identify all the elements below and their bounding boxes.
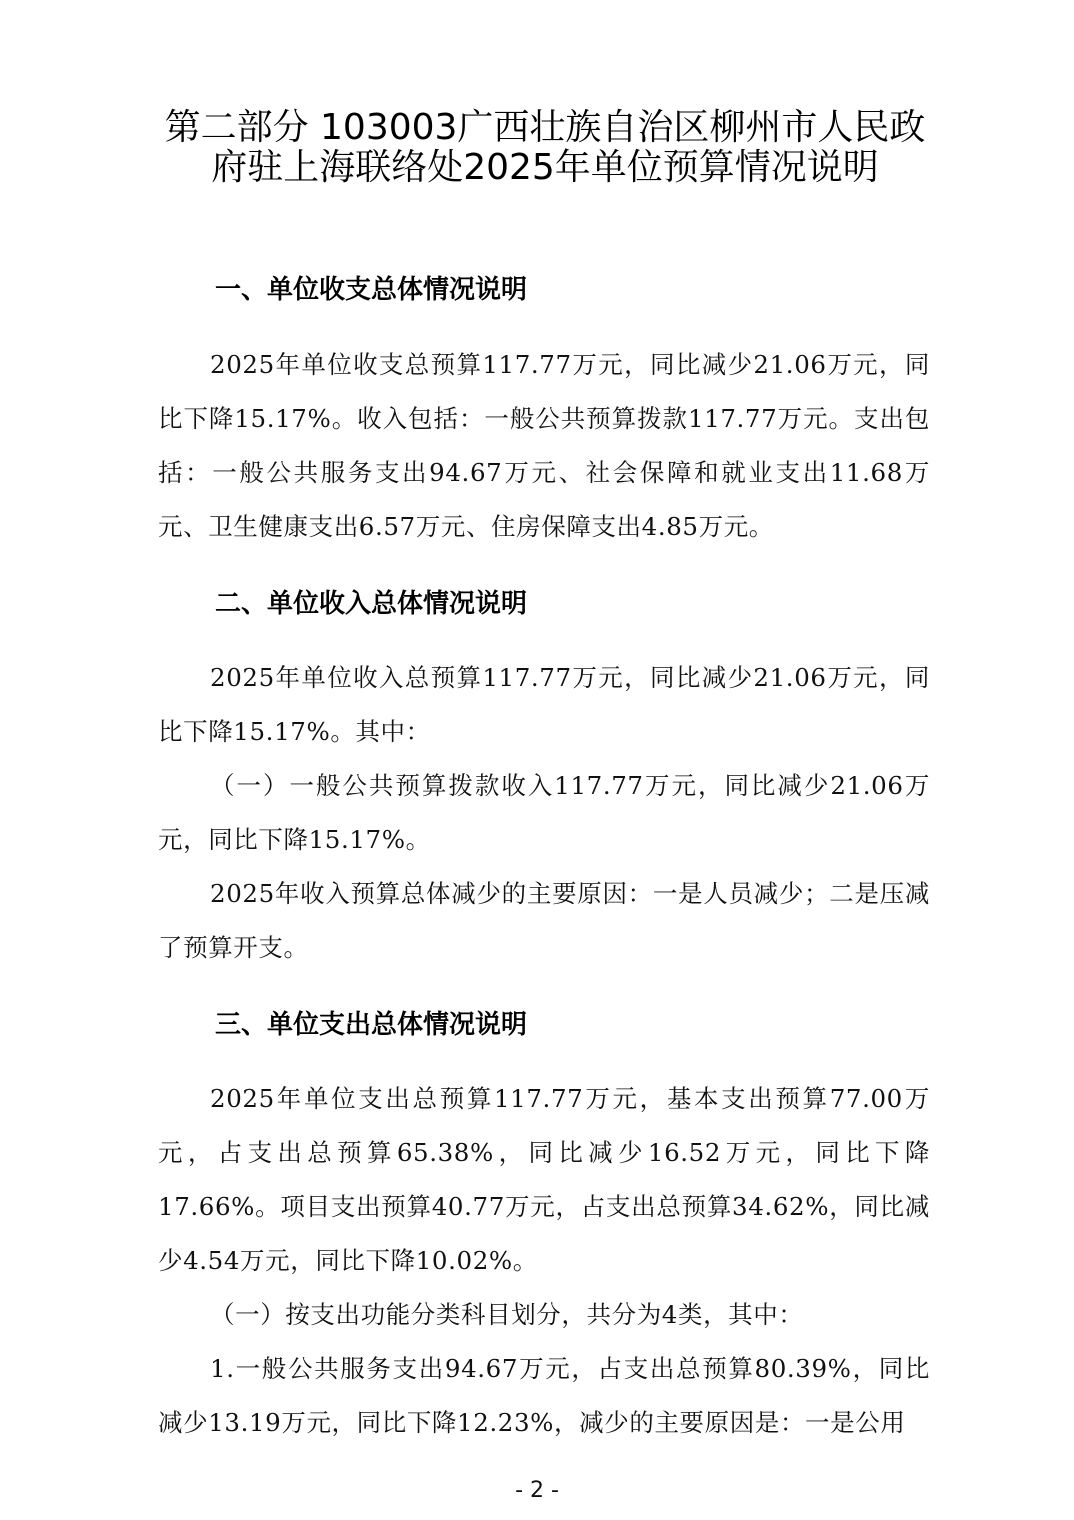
section-1-paragraph-1: 2025年单位收支总预算117.77万元，同比减少21.06万元，同比下降15.17%。收入包括：一般公共预算拨款117.77万元。支出包括：一般公共服务支出94.67万元、社会保障和就业支出11.68万元、卫生健康支出6.57万元、住房保障支出4.85万元。 — [158, 350, 930, 541]
section-3-paragraph-3: 1.一般公共服务支出94.67万元，占支出总预算80.39%，同比减少13.19万元，同比下降12.23%，减少的主要原因是：一是公用 — [158, 1354, 930, 1437]
section-3-paragraph-2: （一）按支出功能分类科目划分，共分为4类，其中： — [210, 1300, 804, 1329]
page-number: - 2 - — [515, 1478, 559, 1503]
section-heading-2: 二、单位收入总体情况说明 — [215, 589, 528, 619]
section-2-paragraph-1: 2025年单位收入总预算117.77万元，同比减少21.06万元，同比下降15.17%。其中： — [158, 663, 930, 746]
section-2-paragraph-3: 2025年收入预算总体减少的主要原因：一是人员减少；二是压减了预算开支。 — [158, 879, 930, 962]
document-title: 第二部分 103003广西壮族自治区柳州市人民政府驻上海联络处2025年单位预算情况说明 — [164, 107, 926, 188]
section-3-paragraph-1: 2025年单位支出总预算117.77万元，基本支出预算77.00万元，占支出总预算65.38%，同比减少16.52万元，同比下降17.66%。项目支出预算40.77万元，占支出总预算34.62%，同比减少4.54万元，同比下降10.02%。 — [158, 1084, 930, 1275]
section-heading-1: 一、单位收支总体情况说明 — [215, 275, 528, 305]
section-heading-3: 三、单位支出总体情况说明 — [215, 1010, 528, 1040]
section-2-paragraph-2: （一）一般公共预算拨款收入117.77万元，同比减少21.06万元，同比下降15.17%。 — [158, 771, 930, 854]
